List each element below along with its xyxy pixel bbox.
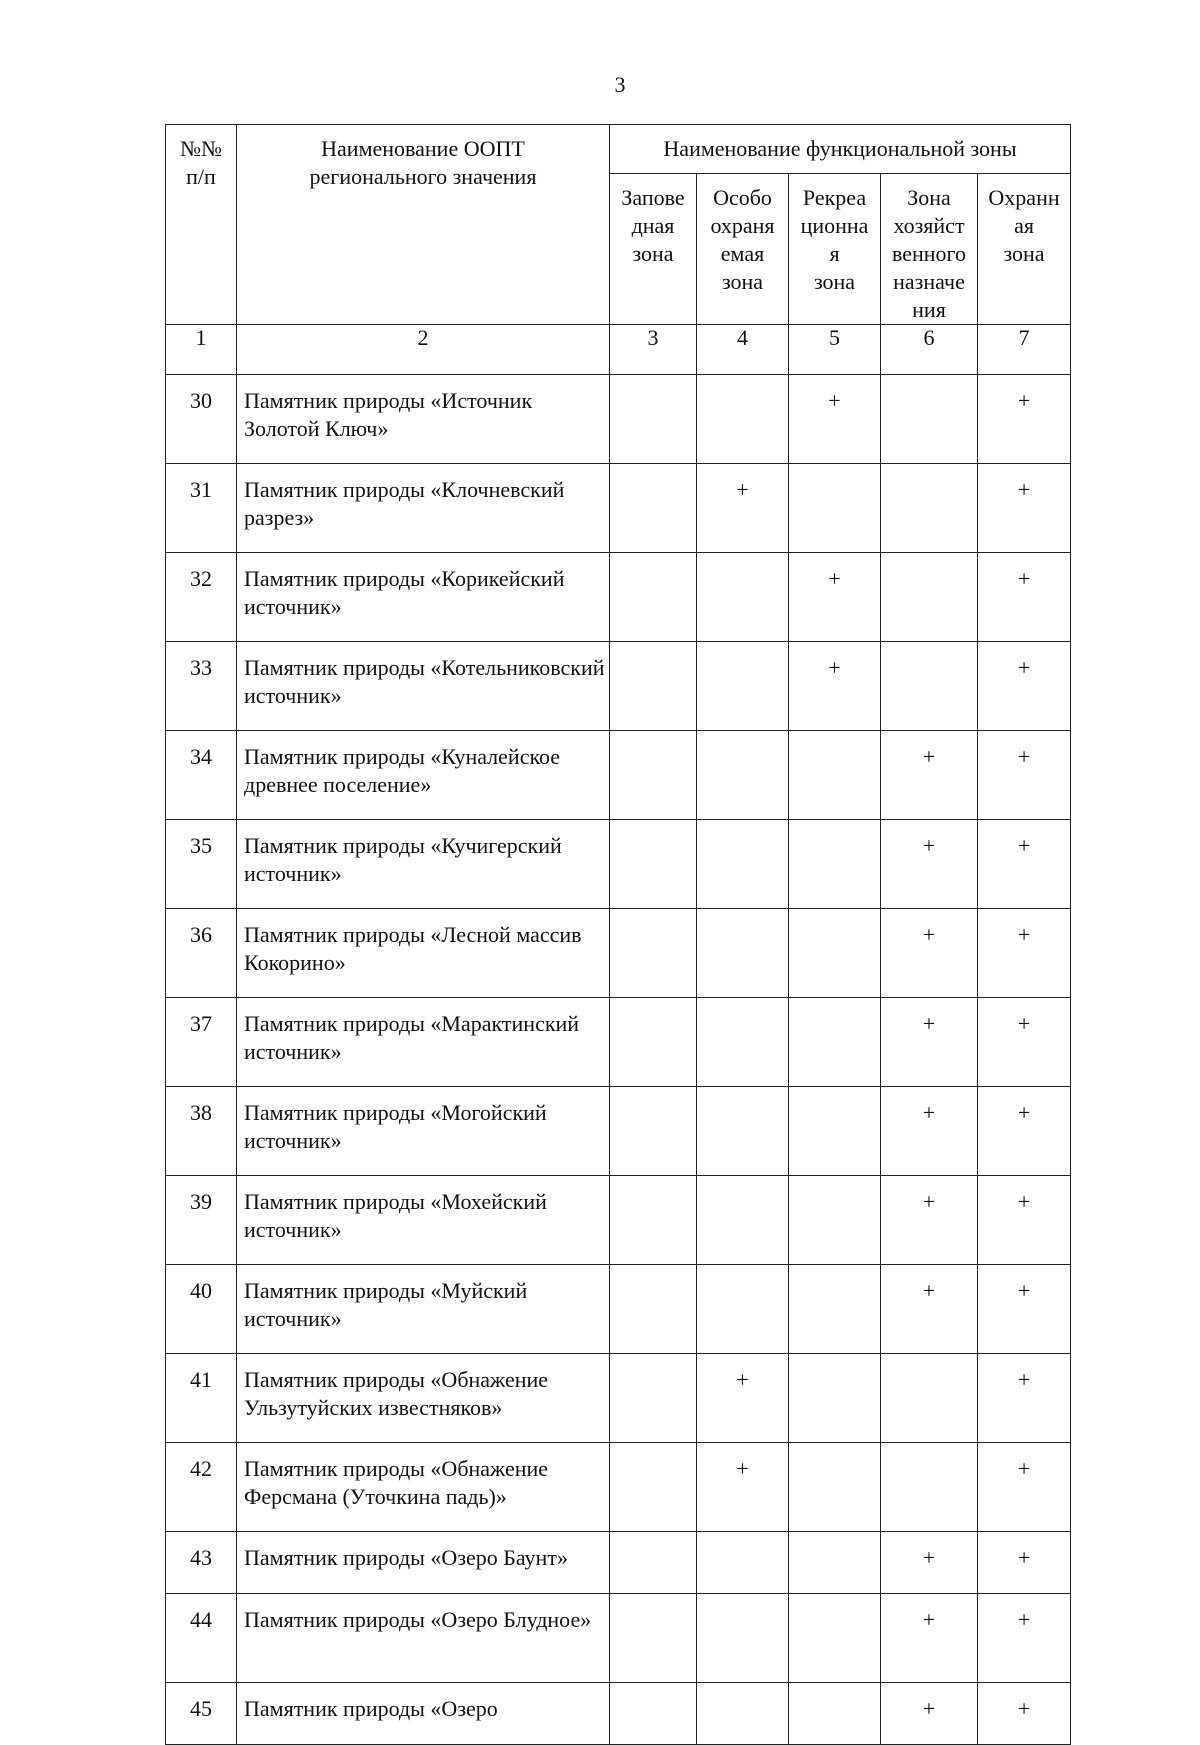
zone-mark-7: +	[978, 1354, 1071, 1443]
zone-mark-5	[789, 1683, 881, 1745]
table-row	[166, 1532, 1071, 1594]
column-number-3: 3	[610, 325, 697, 375]
zone-mark-4	[697, 1176, 789, 1265]
row-number: 36	[166, 909, 237, 998]
zone-mark-3	[610, 553, 697, 642]
area-name: Памятник природы «Мохейский источник»	[237, 1176, 610, 1265]
zone-mark-5	[789, 1594, 881, 1683]
table-row	[166, 1354, 1071, 1443]
zone-mark-5	[789, 820, 881, 909]
area-name: Памятник природы «Могойский источник»	[237, 1087, 610, 1176]
area-name: Памятник природы «Клочневский разрез»	[237, 464, 610, 553]
row-number: 40	[166, 1265, 237, 1354]
row-number: 42	[166, 1443, 237, 1532]
header-zone-1: Запове дная зона	[610, 174, 697, 325]
zone-mark-4: +	[697, 1354, 789, 1443]
header-zone-4: Зона хозяйст венного назначе ния	[881, 174, 978, 325]
zone-mark-3	[610, 1443, 697, 1532]
row-number: 44	[166, 1594, 237, 1683]
zone-mark-7: +	[978, 375, 1071, 464]
zone-mark-7: +	[978, 909, 1071, 998]
area-name: Памятник природы «Обнажение Ферсмана (Уточкина падь)»	[237, 1443, 610, 1532]
zone-mark-5	[789, 464, 881, 553]
table-row	[166, 464, 1071, 553]
zone-mark-6: +	[881, 1176, 978, 1265]
table-row	[166, 1683, 1071, 1745]
zone-mark-4	[697, 375, 789, 464]
zone-mark-5	[789, 1532, 881, 1594]
zone-mark-5	[789, 1265, 881, 1354]
zone-mark-7: +	[978, 1683, 1071, 1745]
zone-mark-4	[697, 998, 789, 1087]
zone-mark-5	[789, 998, 881, 1087]
zone-mark-3	[610, 998, 697, 1087]
zone-mark-7: +	[978, 464, 1071, 553]
zone-mark-6: +	[881, 731, 978, 820]
row-number: 30	[166, 375, 237, 464]
area-name: Памятник природы «Озеро Баунт»	[237, 1532, 610, 1594]
zone-mark-4	[697, 1265, 789, 1354]
zone-mark-6	[881, 464, 978, 553]
protected-areas-zones-table	[165, 124, 1071, 1745]
column-number-1: 1	[166, 325, 237, 375]
zone-mark-4	[697, 909, 789, 998]
zone-mark-3	[610, 1354, 697, 1443]
header-number-column: №№ п/п	[166, 125, 237, 325]
zone-mark-7: +	[978, 553, 1071, 642]
zone-mark-3	[610, 1594, 697, 1683]
zone-mark-6: +	[881, 1265, 978, 1354]
zone-mark-5	[789, 1443, 881, 1532]
zone-mark-7: +	[978, 1594, 1071, 1683]
area-name: Памятник природы «Озеро Блудное»	[237, 1594, 610, 1683]
zone-mark-3	[610, 1087, 697, 1176]
row-number: 31	[166, 464, 237, 553]
zone-mark-4: +	[697, 464, 789, 553]
zone-mark-4	[697, 553, 789, 642]
header-name-column: Наименование ООПТ регионального значения	[237, 125, 610, 325]
row-number: 33	[166, 642, 237, 731]
table-row	[166, 1176, 1071, 1265]
zone-mark-5	[789, 731, 881, 820]
zone-mark-6: +	[881, 820, 978, 909]
row-number: 39	[166, 1176, 237, 1265]
table-row	[166, 1265, 1071, 1354]
area-name: Памятник природы «Кучигерский источник»	[237, 820, 610, 909]
table-row	[166, 909, 1071, 998]
zone-mark-7: +	[978, 731, 1071, 820]
zone-mark-7: +	[978, 1265, 1071, 1354]
zone-mark-5	[789, 1087, 881, 1176]
zone-mark-7: +	[978, 998, 1071, 1087]
table-row	[166, 1087, 1071, 1176]
column-number-4: 4	[697, 325, 789, 375]
table-row	[166, 375, 1071, 464]
table-row	[166, 1443, 1071, 1532]
page-number: 3	[614, 72, 626, 97]
zone-mark-5	[789, 1354, 881, 1443]
table-row	[166, 731, 1071, 820]
zone-mark-4	[697, 642, 789, 731]
row-number: 32	[166, 553, 237, 642]
zone-mark-4	[697, 820, 789, 909]
area-name: Памятник природы «Лесной массив Кокорино»	[237, 909, 610, 998]
header-zone-5: Охранн ая зона	[978, 174, 1071, 325]
zone-mark-5: +	[789, 642, 881, 731]
table-row	[166, 642, 1071, 731]
table-row	[166, 820, 1071, 909]
zone-mark-5: +	[789, 553, 881, 642]
zone-mark-6: +	[881, 1532, 978, 1594]
zone-mark-7: +	[978, 1087, 1071, 1176]
zone-mark-6: +	[881, 1087, 978, 1176]
zone-mark-7: +	[978, 642, 1071, 731]
row-number: 35	[166, 820, 237, 909]
table-row	[166, 998, 1071, 1087]
table-row	[166, 1594, 1071, 1683]
zone-mark-7: +	[978, 1176, 1071, 1265]
area-name: Памятник природы «Корикейский источник»	[237, 553, 610, 642]
zone-mark-4	[697, 1594, 789, 1683]
area-name: Памятник природы «Куналейское древнее поселение»	[237, 731, 610, 820]
zone-mark-3	[610, 909, 697, 998]
header-zone-2: Особо охраня емая зона	[697, 174, 789, 325]
area-name: Памятник природы «Озеро	[237, 1683, 610, 1745]
row-number: 38	[166, 1087, 237, 1176]
zone-mark-3	[610, 375, 697, 464]
row-number: 37	[166, 998, 237, 1087]
area-name: Памятник природы «Муйский источник»	[237, 1265, 610, 1354]
zone-mark-4	[697, 1683, 789, 1745]
zone-mark-4	[697, 731, 789, 820]
column-number-7: 7	[978, 325, 1071, 375]
zone-mark-6: +	[881, 1683, 978, 1745]
zone-mark-6: +	[881, 998, 978, 1087]
column-number-2: 2	[237, 325, 610, 375]
zone-mark-3	[610, 464, 697, 553]
zone-mark-3	[610, 1532, 697, 1594]
zone-mark-3	[610, 1176, 697, 1265]
zone-mark-7: +	[978, 1532, 1071, 1594]
zone-mark-3	[610, 1683, 697, 1745]
header-zone-3: Рекреа ционна я зона	[789, 174, 881, 325]
zone-mark-6	[881, 1443, 978, 1532]
zone-mark-5	[789, 909, 881, 998]
zone-mark-5	[789, 1176, 881, 1265]
zone-mark-6	[881, 553, 978, 642]
row-number: 43	[166, 1532, 237, 1594]
header-zone-group: Наименование функциональной зоны	[610, 125, 1071, 174]
zone-mark-7: +	[978, 1443, 1071, 1532]
zone-mark-4: +	[697, 1443, 789, 1532]
area-name: Памятник природы «Источник Золотой Ключ»	[237, 375, 610, 464]
zone-mark-3	[610, 820, 697, 909]
zone-mark-3	[610, 642, 697, 731]
zone-mark-3	[610, 731, 697, 820]
zone-mark-5: +	[789, 375, 881, 464]
row-number: 45	[166, 1683, 237, 1745]
area-name: Памятник природы «Марактинский источник»	[237, 998, 610, 1087]
zone-mark-6: +	[881, 909, 978, 998]
table-row	[166, 553, 1071, 642]
zone-mark-6: +	[881, 1594, 978, 1683]
area-name: Памятник природы «Обнажение Ульзутуйских известняков»	[237, 1354, 610, 1443]
row-number: 41	[166, 1354, 237, 1443]
zone-mark-4	[697, 1087, 789, 1176]
zone-mark-4	[697, 1532, 789, 1594]
zone-mark-7: +	[978, 820, 1071, 909]
zone-mark-6	[881, 642, 978, 731]
area-name: Памятник природы «Котельниковский источник»	[237, 642, 610, 731]
column-number-5: 5	[789, 325, 881, 375]
zone-mark-3	[610, 1265, 697, 1354]
column-number-6: 6	[881, 325, 978, 375]
row-number: 34	[166, 731, 237, 820]
zone-mark-6	[881, 375, 978, 464]
zone-mark-6	[881, 1354, 978, 1443]
